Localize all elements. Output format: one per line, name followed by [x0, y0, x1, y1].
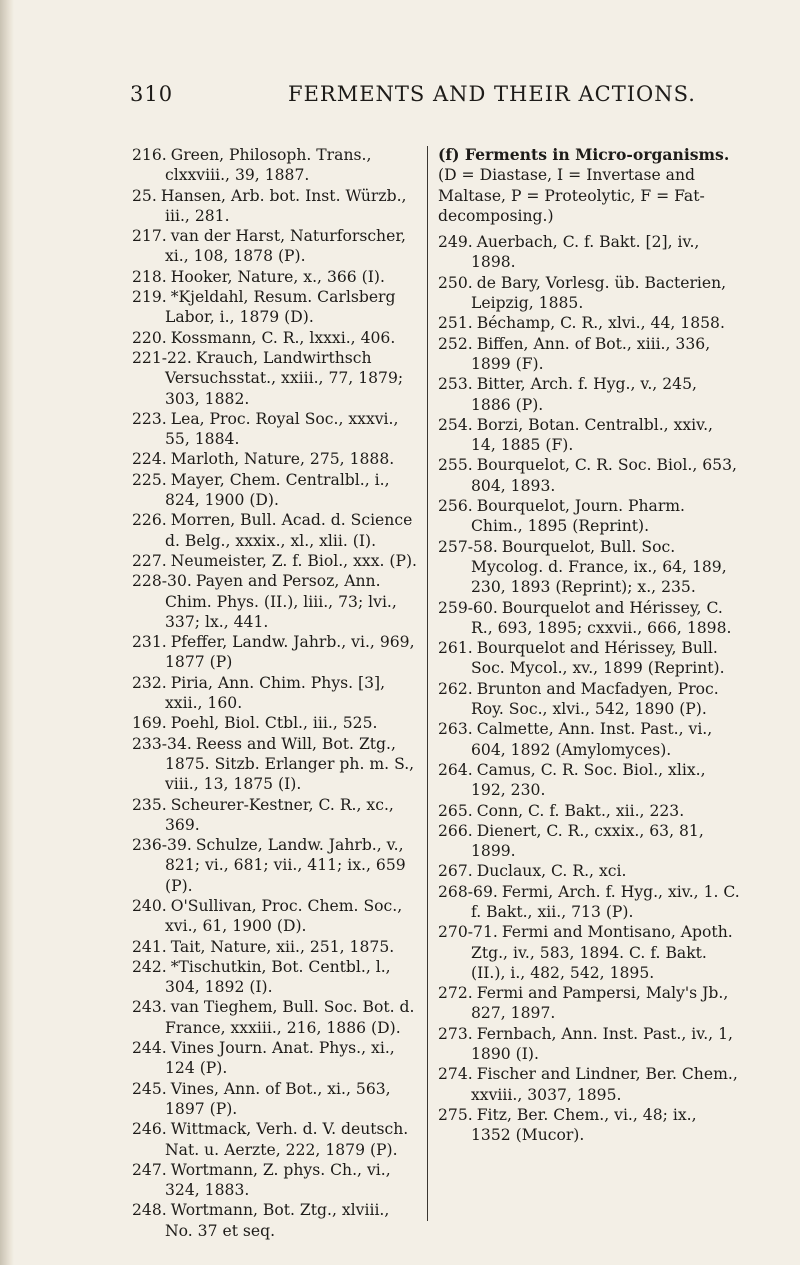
- reference-entry: 220. Kossmann, C. R., lxxxi., 406.: [132, 328, 396, 347]
- reference-entry: 263. Calmette, Ann. Inst. Past., vi., 604, 1892 (Amylomyces).: [438, 720, 713, 759]
- reference-entry: 243. van Tieghem, Bull. Soc. Bot. d. France, xxxiii., 216, 1886 (D).: [132, 998, 415, 1037]
- reference-entry: 25. Hansen, Arb. bot. Inst. Würzb., iii., 281.: [132, 186, 407, 225]
- reference-entry: 240. O'Sullivan, Proc. Chem. Soc., xvi., 61, 1900 (D).: [132, 896, 403, 936]
- reference-entry: 254. Borzi, Botan. Centralbl., xxiv., 14, 1885 (F).: [438, 415, 714, 455]
- reference-entry: 275. Fitz, Ber. Chem., vi., 48; ix., 1352 (Mucor).: [438, 1105, 697, 1145]
- running-title: FERMENTS AND THEIR ACTIONS.: [288, 82, 696, 106]
- reference-entry: 244. Vines Journ. Anat. Phys., xi., 124 (P).: [132, 1039, 395, 1078]
- reference-entry: 246. Wittmack, Verh. d. V. deutsch. Nat. u. Aerzte, 222, 1879 (P).: [132, 1120, 409, 1159]
- reference-entry: 268-69. Fermi, Arch. f. Hyg., xiv., 1. C. f. Bakt., xii., 713 (P).: [438, 882, 740, 921]
- reference-entry: 169. Poehl, Biol. Ctbl., iii., 525.: [132, 714, 378, 733]
- reference-entry: 253. Bitter, Arch. f. Hyg., v., 245, 1886 (P).: [438, 375, 697, 414]
- page-number: 310: [130, 82, 174, 106]
- section-heading: (f) Ferments in Micro-organisms.: [438, 145, 730, 164]
- reference-entry: 241. Tait, Nature, xii., 251, 1875.: [132, 937, 395, 956]
- reference-entry: 252. Biffen, Ann. of Bot., xiii., 336, 1899 (F).: [438, 334, 711, 373]
- reference-entry: 225. Mayer, Chem. Centralbl., i., 824, 1900 (D).: [132, 470, 390, 510]
- section-intro: [438, 145, 740, 226]
- column-divider: [427, 146, 428, 1221]
- section-note: (D = Diastase, I = Invertase and Maltase, P = Proteolytic, F = Fat-decomposing.): [438, 166, 705, 225]
- page-gutter-shadow: [0, 0, 14, 1265]
- reference-entry: 262. Brunton and Macfadyen, Proc. Roy. Soc., xlvi., 542, 1890 (P).: [438, 679, 719, 719]
- reference-entry: 248. Wortmann, Bot. Ztg., xlviii., No. 37 et seq.: [132, 1201, 390, 1240]
- reference-entry: 235. Scheurer-Kestner, C. R., xc., 369.: [132, 795, 394, 834]
- reference-entry: 264. Camus, C. R. Soc. Biol., xlix., 192, 230.: [438, 760, 706, 800]
- reference-entry: 227. Neumeister, Z. f. Biol., xxx. (P).: [132, 551, 418, 570]
- reference-entry: 228-30. Payen and Persoz, Ann. Chim. Phys. (II.), liii., 73; lvi., 337; lx., 441.: [132, 572, 397, 631]
- reference-entry: 216. Green, Philosoph. Trans., clxxviii., 39, 1887.: [132, 146, 372, 185]
- reference-entry: 251. Béchamp, C. R., xlvi., 44, 1858.: [438, 314, 725, 333]
- reference-entry: 272. Fermi and Pampersi, Maly's Jb., 827, 1897.: [438, 984, 729, 1023]
- reference-entry: 266. Dienert, C. R., cxxix., 63, 81, 1899.: [438, 821, 704, 861]
- reference-entry: 218. Hooker, Nature, x., 366 (I).: [132, 267, 385, 286]
- reference-entry: 232. Piria, Ann. Chim. Phys. [3], xxii., 160.: [132, 673, 386, 713]
- reference-entry: 219. *Kjeldahl, Resum. Carlsberg Labor, i., 1879 (D).: [132, 288, 396, 327]
- reference-entry: 245. Vines, Ann. of Bot., xi., 563, 1897 (P).: [132, 1079, 391, 1118]
- reference-entry: 265. Conn, C. f. Bakt., xii., 223.: [438, 801, 685, 820]
- reference-entry: 217. van der Harst, Naturforscher, xi., 108, 1878 (P).: [132, 227, 407, 266]
- reference-entry: 233-34. Reess and Will, Bot. Ztg., 1875. Sitzb. Erlanger ph. m. S., viii., 13, 1875 (I).: [132, 734, 415, 794]
- reference-entry: 247. Wortmann, Z. phys. Ch., vi., 324, 1883.: [132, 1160, 391, 1200]
- reference-list-right: [438, 145, 740, 1146]
- reference-entry: 257-58. Bourquelot, Bull. Soc. Mycolog. d. France, ix., 64, 189, 230, 1893 (Reprint); x., 235.: [438, 537, 727, 597]
- reference-entry: 261. Bourquelot and Hérissey, Bull. Soc. Mycol., xv., 1899 (Reprint).: [438, 639, 725, 678]
- reference-entry: 223. Lea, Proc. Royal Soc., xxxvi., 55, 1884.: [132, 409, 399, 449]
- reference-entry: 221-22. Krauch, Landwirthsch Versuchsstat., xxiii., 77, 1879; 303, 1882.: [132, 348, 404, 408]
- reference-entry: 274. Fischer and Lindner, Ber. Chem., xxviii., 3037, 1895.: [438, 1065, 738, 1104]
- reference-entry: 267. Duclaux, C. R., xci.: [438, 862, 627, 881]
- reference-entry: 231. Pfeffer, Landw. Jahrb., vi., 969, 1877 (P): [132, 633, 415, 672]
- reference-entry: 259-60. Bourquelot and Hérissey, C. R., 693, 1895; cxxvii., 666, 1898.: [438, 598, 732, 637]
- reference-entry: 250. de Bary, Vorlesg. üb. Bacterien, Leipzig, 1885.: [438, 273, 727, 313]
- reference-entry: 270-71. Fermi and Montisano, Apoth. Ztg., iv., 583, 1894. C. f. Bakt. (II.), i., 482, 542, 1895.: [438, 923, 733, 982]
- reference-list-left: [132, 145, 420, 1241]
- reference-entry: 242. *Tischutkin, Bot. Centbl., l., 304, 1892 (I).: [132, 957, 391, 997]
- reference-entry: 273. Fernbach, Ann. Inst. Past., iv., 1, 1890 (I).: [438, 1024, 733, 1064]
- running-header: [130, 82, 720, 114]
- reference-entry: 255. Bourquelot, C. R. Soc. Biol., 653, 804, 1893.: [438, 456, 737, 495]
- reference-entry: 256. Bourquelot, Journ. Pharm. Chim., 1895 (Reprint).: [438, 497, 686, 536]
- reference-entry: 224. Marloth, Nature, 275, 1888.: [132, 450, 395, 469]
- reference-entry: 226. Morren, Bull. Acad. d. Science d. Belg., xxxix., xl., xlii. (I).: [132, 511, 413, 550]
- reference-entry: 249. Auerbach, C. f. Bakt. [2], iv., 1898.: [438, 233, 700, 272]
- reference-entry: 236-39. Schulze, Landw. Jahrb., v., 821; vi., 681; vii., 411; ix., 659 (P).: [132, 836, 406, 895]
